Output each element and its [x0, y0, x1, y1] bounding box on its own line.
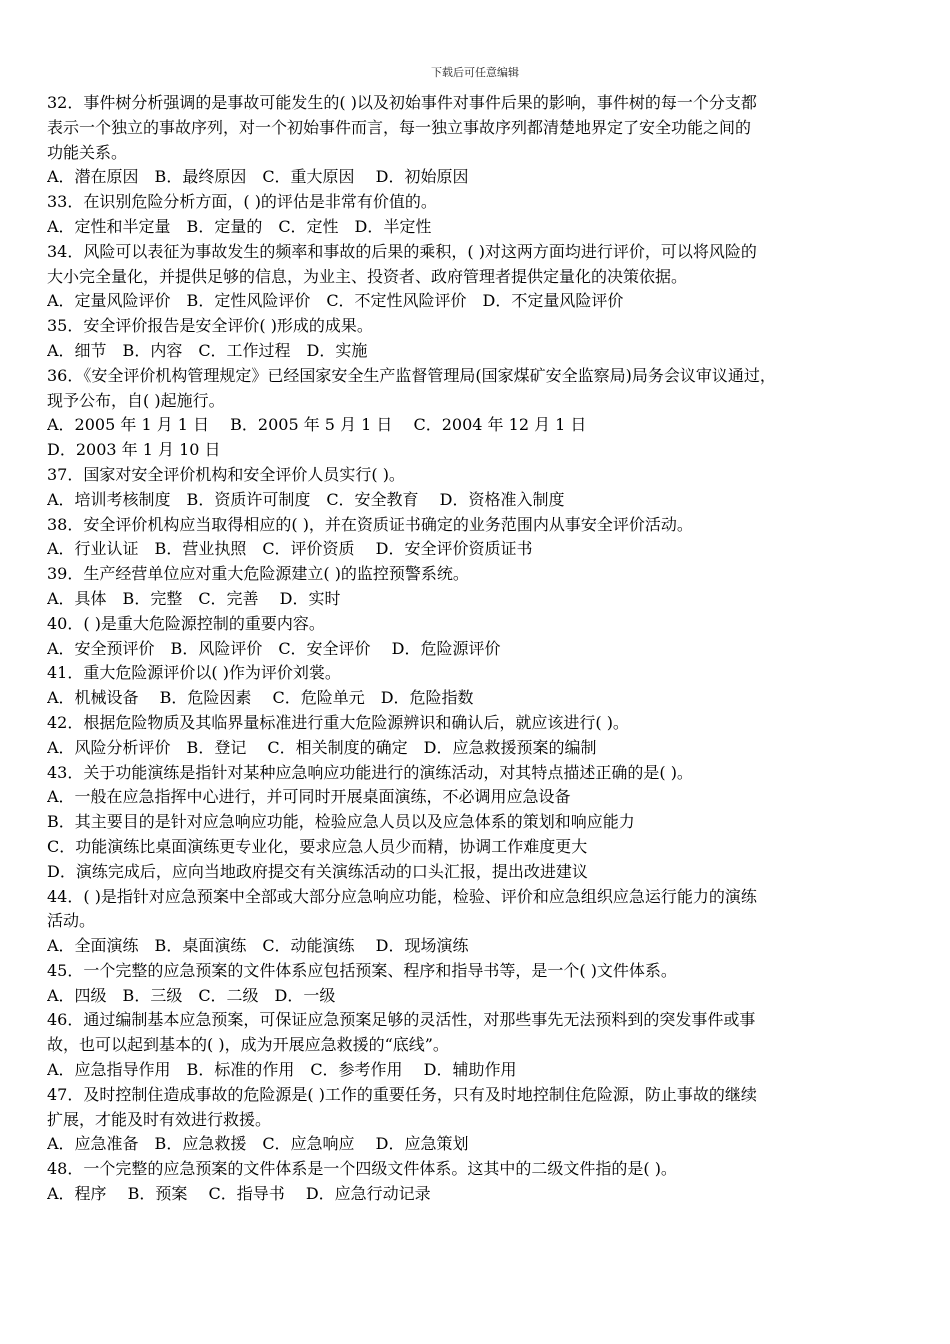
text-line: A．程序 B．预案 C．指导书 D．应急行动记录: [47, 1184, 431, 1204]
text-line: 42．根据危险物质及其临界量标准进行重大危险源辨识和确认后，就应该进行( )。: [47, 712, 629, 732]
text-line: 35．安全评价报告是安全评价( )形成的成果。: [47, 316, 373, 336]
text-line: 故，也可以起到基本的( )，成为开展应急救援的“底线”。: [47, 1035, 449, 1055]
question-list: [47, 91, 913, 1207]
text-line: A．2005 年 1 月 1 日 B．2005 年 5 月 1 日 C．2004 年 12 月 1 日: [47, 415, 587, 435]
text-line: 现予公布，自( )起施行。: [47, 390, 225, 410]
text-line: 44．( )是指针对应急预案中全部或大部分应急响应功能，检验、评价和应急组织应急运行能力的演练: [47, 886, 757, 906]
text-line: A．潜在原因 B．最终原因 C．重大原因 D．初始原因: [47, 167, 469, 187]
text-line: 40．( )是重大危险源控制的重要内容。: [47, 613, 325, 633]
text-line: 32．事件树分析强调的是事故可能发生的( )以及初始事件对事件后果的影响，事件树的每一个分支都: [47, 93, 757, 112]
text-line: A．一般在应急指挥中心进行，并可同时开展桌面演练，不必调用应急设备: [47, 787, 571, 807]
text-line: A．培训考核制度 B．资质许可制度 C．安全教育 D．资格准入制度: [47, 489, 565, 509]
text-line: A．风险分析评价 B．登记 C．相关制度的确定 D．应急救援预案的编制: [47, 737, 597, 757]
text-line: 41．重大危险源评价以( )作为评价刘裳。: [47, 663, 341, 683]
text-line: D．演练完成后，应向当地政府提交有关演练活动的口头汇报，提出改进建议: [47, 861, 588, 881]
text-line: A．具体 B．完整 C．完善 D．实时: [47, 588, 341, 608]
text-line: 33．在识别危险分析方面，( )的评估是非常有价值的。: [47, 192, 437, 212]
text-line: 46．通过编制基本应急预案，可保证应急预案足够的灵活性，对那些事先无法预料到的突发事件或事: [47, 1010, 756, 1030]
text-line: 37．国家对安全评价机构和安全评价人员实行( )。: [47, 464, 405, 484]
text-line: A．行业认证 B．营业执照 C．评价资质 D．安全评价资质证书: [47, 539, 533, 559]
text-line: D．2003 年 1 月 10 日: [47, 440, 221, 460]
text-line: A．应急准备 B．应急救援 C．应急响应 D．应急策划: [47, 1134, 469, 1154]
text-line: 48．一个完整的应急预案的文件体系是一个四级文件体系。这其中的二级文件指的是( )。: [47, 1159, 677, 1179]
text-line: 大小完全量化，并提供足够的信息，为业主、投资者、政府管理者提供定量化的决策依据。: [47, 266, 688, 286]
text-line: 38．安全评价机构应当取得相应的( )，并在资质证书确定的业务范围内从事安全评价活动。: [47, 514, 693, 534]
text-line: A．定性和半定量 B．定量的 C．定性 D．半定性: [47, 216, 432, 236]
text-line: A．机械设备 B．危险因素 C．危险单元 D．危险指数: [47, 688, 474, 708]
text-line: 39．生产经营单位应对重大危险源建立( )的监控预警系统。: [47, 564, 469, 584]
text-line: A．四级 B．三级 C．二级 D．一级: [47, 985, 336, 1005]
text-line: A．安全预评价 B．风险评价 C．安全评价 D．危险源评价: [47, 638, 501, 658]
text-line: A．定量风险评价 B．定性风险评价 C．不定性风险评价 D．不定量风险评价: [47, 291, 624, 311]
text-line: A．细节 B．内容 C．工作过程 D．实施: [47, 340, 368, 360]
text-line: A．全面演练 B．桌面演练 C．动能演练 D．现场演练: [47, 936, 469, 956]
text-line: C．功能演练比桌面演练更专业化，要求应急人员少而精，协调工作难度更大: [47, 836, 588, 856]
text-line: 34．风险可以表征为事故发生的频率和事故的后果的乘积，( )对这两方面均进行评价，可以将风险的: [47, 241, 757, 261]
text-line: A．应急指导作用 B．标准的作用 C．参考作用 D．辅助作用: [47, 1060, 517, 1080]
page-header: 下载后可任意编辑: [431, 66, 519, 79]
text-line: 活动。: [47, 911, 96, 931]
text-line: 43．关于功能演练是指针对某种应急响应功能进行的演练活动，对其特点描述正确的是( )。: [47, 762, 693, 782]
text-line: 表示一个独立的事故序列，对一个初始事件而言，每一独立事故序列都清楚地界定了安全功能之间的: [47, 117, 752, 137]
text-line: 45．一个完整的应急预案的文件体系应包括预案、程序和指导书等，是一个( )文件体系。: [47, 960, 677, 980]
text-line: 36．《安全评价机构管理规定》已经国家安全生产监督管理局(国家煤矿安全监察局)局务会议审议通过，: [47, 365, 776, 385]
text-line: 47．及时控制住造成事故的危险源是( )工作的重要任务，只有及时地控制住危险源，防止事故的继续: [47, 1084, 757, 1104]
text-line: 功能关系。: [47, 142, 128, 162]
text-line: B．其主要目的是针对应急响应功能，检验应急人员以及应急体系的策划和响应能力: [47, 812, 635, 832]
text-line: 扩展，才能及时有效进行救援。: [47, 1109, 272, 1129]
